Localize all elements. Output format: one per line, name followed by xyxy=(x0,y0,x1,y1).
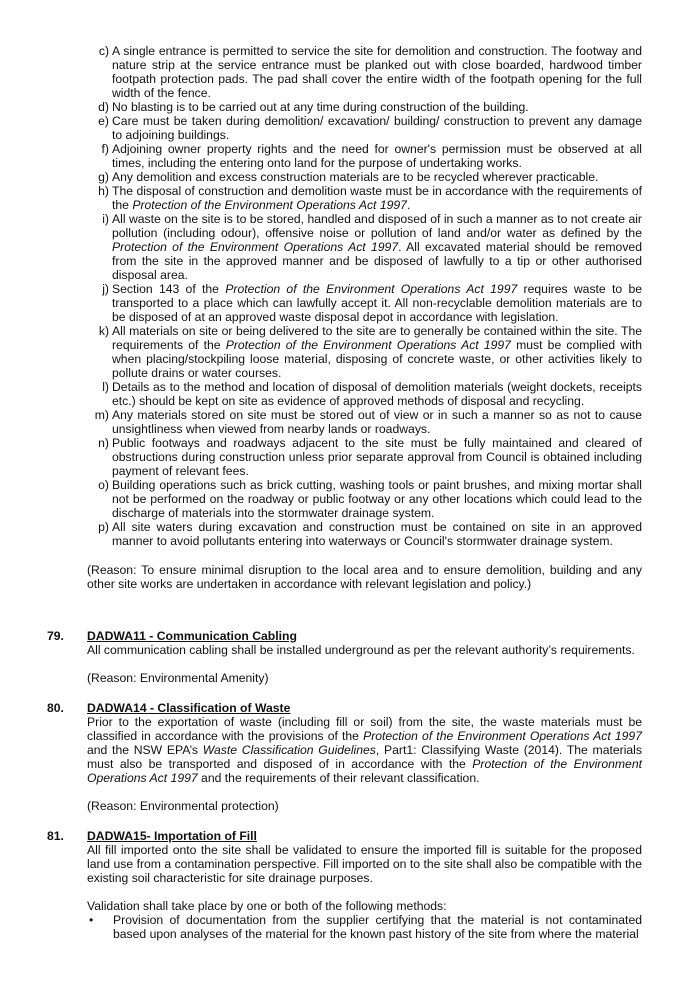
list-item-text-after: must be complied with when placing/stockpiling loose material, disposing of concrete waste, or other activities likely to pollute drains or water courses. xyxy=(112,338,642,380)
condition-reason: (Reason: Environmental Amenity) xyxy=(87,671,269,685)
act-title: Protection of the Environment Operations Act 1997 xyxy=(225,338,511,352)
list-item-text: A single entrance is permitted to service the site for demolition and construction. The footway and nature strip at the service entrance must be planked out with close boarded, hardwood timber footpath protection pads. The pad shall cover the entire width of the footpath opening for the full width of the fence. xyxy=(112,44,642,100)
condition-heading: DADWA15- Importation of Fill xyxy=(87,829,257,843)
list-item xyxy=(87,520,642,548)
bullet-text: Provision of documentation from the supplier certifying that the material is not contaminated based upon analyses of the material for the known past history of the site from where the material xyxy=(113,913,642,941)
list-item xyxy=(87,100,642,114)
act-title: Protection of the Environment Operations Act 1997 xyxy=(132,198,407,212)
list-item-text: All site waters during excavation and construction must be contained on site in an approved manner to avoid pollutants entering into waterways or Council's stormwater drainage system. xyxy=(112,520,642,548)
condition-81 xyxy=(47,829,642,941)
list-item xyxy=(87,380,642,408)
condition-79 xyxy=(47,629,642,685)
list-item-text-before: The disposal of construction and demolition waste must be in accordance with the requirements of the xyxy=(112,184,642,212)
list-item xyxy=(87,170,642,184)
list-item xyxy=(87,408,642,436)
list-item xyxy=(87,324,642,380)
list-item-label: g) xyxy=(98,170,109,184)
list-item-label: d) xyxy=(98,100,109,114)
list-item xyxy=(87,184,642,212)
list-item-label: f) xyxy=(101,142,109,156)
condition-number: 81. xyxy=(47,829,64,843)
list-item-text-before: All waste on the site is to be stored, handled and disposed of in such a manner as to not create air pollution (including odour), offensive noise or pollution of land and/or water as defined by the xyxy=(112,212,642,240)
act-title: Protection of the Environment Operations Act 1997 xyxy=(363,729,642,743)
list-item-label: o) xyxy=(98,478,109,492)
list-item xyxy=(87,142,642,170)
list-item xyxy=(87,478,642,520)
act-title: Protection of the Environment Operations Act 1997 xyxy=(225,282,518,296)
condition-number: 80. xyxy=(47,701,64,715)
condition-heading: DADWA11 - Communication Cabling xyxy=(87,629,297,643)
list-item-text-after: . xyxy=(406,198,411,212)
list-item-text: Care must be taken during demolition/ excavation/ building/ construction to prevent any damage to adjoining buildings. xyxy=(112,114,642,142)
list-item-label: i) xyxy=(102,212,109,226)
list-item-text: No blasting is to be carried out at any time during construction of the building. xyxy=(112,100,529,114)
text-run: and the requirements of their relevant classification. xyxy=(197,771,480,785)
list-item xyxy=(87,282,642,324)
text-run: , Part1: Classifying Waste (2014). The materials must also be transported and disposed of in accordance with the xyxy=(87,743,642,771)
bullet-icon: • xyxy=(89,913,94,927)
condition-text xyxy=(87,715,642,785)
list-item-text: Building operations such as brick cutting, washing tools or paint brushes, and mixing mortar shall not be performed on the roadway or public footway or any other locations which could lead to the discharge of materials into the stormwater drainage system. xyxy=(112,478,642,520)
condition-80 xyxy=(47,701,642,813)
condition-number: 79. xyxy=(47,629,64,643)
list-item xyxy=(87,44,642,100)
list-item-label: p) xyxy=(98,520,109,534)
condition-text: All fill imported onto the site shall be validated to ensure the imported fill is suitable for the proposed land use from a contamination perspective. Fill imported on to the site shall also be compatible with the existing soil characteristic for site drainage purposes. xyxy=(87,843,642,885)
list-item-label: n) xyxy=(98,436,109,450)
condition-text: All communication cabling shall be installed underground as per the relevant authority’s requirements. xyxy=(87,643,635,657)
list-item xyxy=(87,212,642,282)
list-item xyxy=(87,114,642,142)
list-item-label: c) xyxy=(98,44,109,58)
list-item xyxy=(87,436,642,478)
list-item-label: m) xyxy=(94,408,109,422)
list-item-label: j) xyxy=(102,282,109,296)
list-item-text-after: requires waste to be transported to a place which can lawfully accept it. All non-recyclable demolition materials are to be disposed of at an approved waste disposal depot in accordance with legislation. xyxy=(112,282,643,324)
guideline-title: Waste Classification Guidelines xyxy=(202,743,376,757)
conditions-list xyxy=(87,44,642,591)
list-item-text: Any demolition and excess construction materials are to be recycled wherever practicable. xyxy=(112,170,599,184)
list-item-label: e) xyxy=(98,114,109,128)
condition-heading: DADWA14 - Classification of Waste xyxy=(87,701,291,715)
bullet-item xyxy=(87,913,642,941)
list-item-text: Any materials stored on site must be stored out of view or in such a manner so as not to cause unsightliness when viewed from nearby lands or roadways. xyxy=(112,408,642,436)
validation-intro: Validation shall take place by one or both of the following methods: xyxy=(87,899,447,913)
list-item-text: Adjoining owner property rights and the need for owner's permission must be observed at all times, including the entering onto land for the purpose of undertaking works. xyxy=(112,142,642,170)
list-item-text-before: All materials on site or being delivered to the site are to generally be contained within the site. The requirements of the xyxy=(112,324,642,352)
list-item-text-after: . All excavated material should be removed from the site in the approved manner and be disposed of lawfully to a tip or other authorised disposal area. xyxy=(112,240,642,282)
list-reason: (Reason: To ensure minimal disruption to the local area and to ensure demolition, building and any other site works are undertaken in accordance with relevant legislation and policy.) xyxy=(87,563,642,591)
text-run: and the NSW EPA’s xyxy=(87,743,203,757)
condition-reason: (Reason: Environmental protection) xyxy=(87,799,279,813)
list-item-label: l) xyxy=(102,380,109,394)
list-item-label: h) xyxy=(98,184,109,198)
list-item-text: Details as to the method and location of disposal of demolition materials (weight dockets, receipts etc.) should be kept on site as evidence of approved methods of disposal and recycling. xyxy=(112,380,642,408)
list-item-text-before: Section 143 of the xyxy=(112,282,226,296)
act-title: Protection of the Environment Operations Act 1997 xyxy=(112,240,399,254)
list-item-label: k) xyxy=(98,324,109,338)
text-run: Prior to the exportation of waste (including fill or soil) from the site, the waste materials must be classified in accordance with the provisions of the xyxy=(87,715,642,743)
list-item-text: Public footways and roadways adjacent to the site must be fully maintained and cleared of obstructions during construction unless prior separate approval from Council is obtained including payment of relevant fees. xyxy=(112,436,642,478)
act-title: Protection of the Environment Operations Act 1997 xyxy=(87,757,642,785)
